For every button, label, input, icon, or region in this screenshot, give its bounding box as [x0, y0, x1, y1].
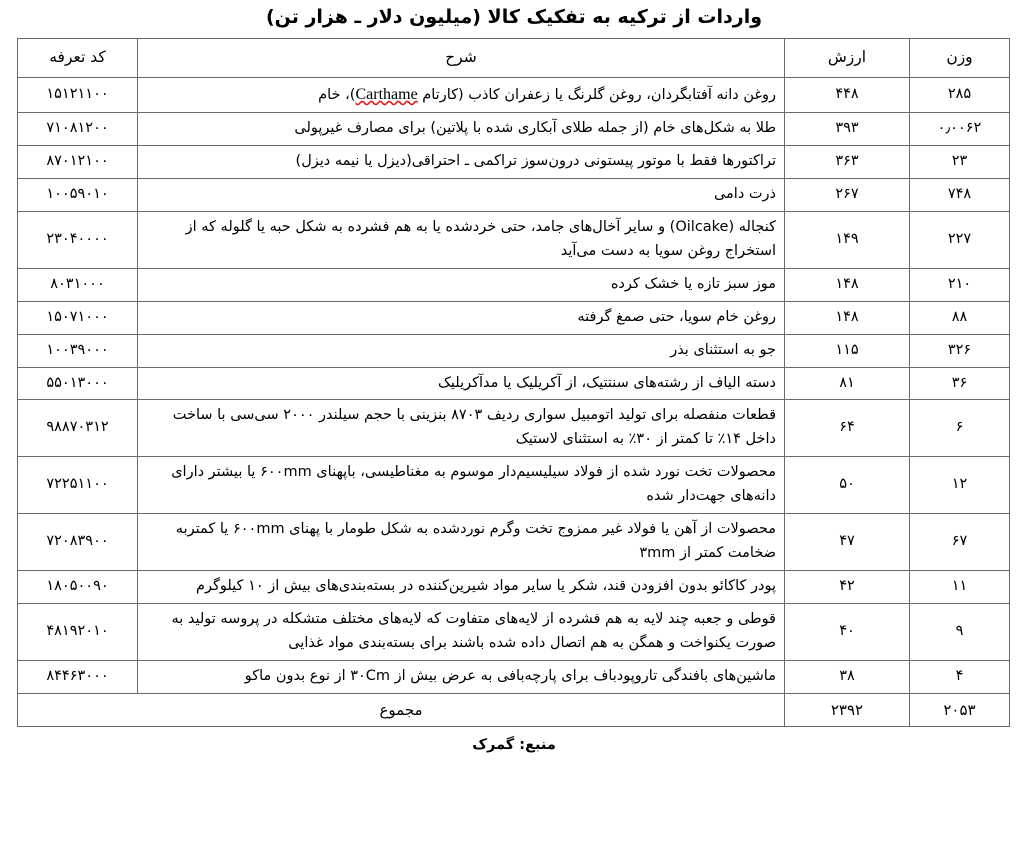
- cell-description: موز سبز تازه یا خشک کرده: [138, 268, 785, 301]
- cell-weight: ۰٫۰۰۶۲: [910, 113, 1010, 146]
- cell-description: جو به استثنای بذر: [138, 334, 785, 367]
- cell-description: محصولات تخت نورد شده از فولاد سیلیسیم‌دار موسوم به مغناطیسی، باپهنای ۶۰۰mm یا بیشتر دارای دانه‌های جهت‌دار شده: [138, 457, 785, 514]
- cell-weight: ۴: [910, 660, 1010, 693]
- cell-value: ۳۹۳: [785, 113, 910, 146]
- cell-value: ۴۷: [785, 514, 910, 571]
- cell-tariff-code: ۷۲۰۸۳۹۰۰: [18, 514, 138, 571]
- table-row: [18, 178, 1010, 211]
- cell-description: محصولات از آهن یا فولاد غیر ممزوج تخت وگرم نوردشده به شکل طومار با پهنای ۶۰۰mm یا کمتربه ضخامت کمتر از ۳mm: [138, 514, 785, 571]
- cell-value: ۴۴۸: [785, 77, 910, 112]
- page-title: واردات از ترکیه به تفکیک کالا (میلیون دلار ـ هزار تن): [265, 6, 763, 28]
- table-row: [18, 77, 1010, 112]
- cell-weight: ۶: [910, 400, 1010, 457]
- header-row: [18, 38, 1010, 77]
- cell-weight: ۱۱: [910, 570, 1010, 603]
- cell-weight: ۲۸۵: [910, 77, 1010, 112]
- cell-tariff-code: ۷۱۰۸۱۲۰۰: [18, 113, 138, 146]
- cell-weight: ۲۳: [910, 146, 1010, 179]
- cell-value: ۱۴۸: [785, 301, 910, 334]
- cell-weight: ۱۲: [910, 457, 1010, 514]
- cell-weight: ۸۸: [910, 301, 1010, 334]
- cell-tariff-code: ۸۴۴۶۳۰۰۰: [18, 660, 138, 693]
- cell-value: ۱۱۵: [785, 334, 910, 367]
- cell-value: ۶۴: [785, 400, 910, 457]
- table-body: [18, 77, 1010, 727]
- table-row: [18, 268, 1010, 301]
- cell-tariff-code: ۱۰۰۵۹۰۱۰: [18, 178, 138, 211]
- table-row: [18, 211, 1010, 268]
- cell-value: ۵۰: [785, 457, 910, 514]
- column-header-value: ارزش: [785, 38, 910, 77]
- cell-description: قوطی و جعبه چند لایه به هم فشرده از لایه‌های متفاوت که لایه‌های مختلف متشکله در پروسه تولید به صورت یکنواخت و همگن به هم اتصال داده شده باشند برای بسته‌بندی مواد غذایی: [138, 603, 785, 660]
- source-note: منبع: گمرک: [472, 737, 556, 754]
- cell-tariff-code: ۱۸۰۵۰۰۹۰: [18, 570, 138, 603]
- table-row: [18, 400, 1010, 457]
- table-row: [18, 367, 1010, 400]
- cell-tariff-code: ۸۷۰۱۲۱۰۰: [18, 146, 138, 179]
- cell-weight: ۹: [910, 603, 1010, 660]
- cell-value: ۳۶۳: [785, 146, 910, 179]
- cell-weight: ۶۷: [910, 514, 1010, 571]
- cell-value: ۴۲: [785, 570, 910, 603]
- cell-weight: ۳۶: [910, 367, 1010, 400]
- column-header-weight: وزن: [910, 38, 1010, 77]
- cell-description: [138, 77, 785, 112]
- total-value: ۲۳۹۲: [785, 693, 910, 727]
- cell-weight: ۲۱۰: [910, 268, 1010, 301]
- cell-description: طلا به شکل‌های خام (از جمله طلای آبکاری شده با پلاتین) برای مصارف غیرپولی: [138, 113, 785, 146]
- table-row: [18, 570, 1010, 603]
- total-label: مجموع: [18, 693, 785, 727]
- cell-tariff-code: ۱۵۰۷۱۰۰۰: [18, 301, 138, 334]
- cell-description: روغن خام سویا، حتی صمغ گرفته: [138, 301, 785, 334]
- cell-description: ماشین‌های بافندگی تاروپودباف برای پارچه‌بافی به عرض بیش از ۳۰Cm از نوع بدون ماکو: [138, 660, 785, 693]
- cell-value: ۱۴۸: [785, 268, 910, 301]
- table-total-row: [18, 693, 1010, 727]
- description-text-after: )، خام: [318, 86, 356, 103]
- table-row: [18, 113, 1010, 146]
- cell-tariff-code: ۵۵۰۱۳۰۰۰: [18, 367, 138, 400]
- cell-tariff-code: ۷۲۲۵۱۱۰۰: [18, 457, 138, 514]
- table-row: [18, 514, 1010, 571]
- cell-weight: ۷۴۸: [910, 178, 1010, 211]
- cell-description: ذرت دامی: [138, 178, 785, 211]
- table-row: [18, 457, 1010, 514]
- cell-weight: ۳۲۶: [910, 334, 1010, 367]
- cell-tariff-code: ۱۵۱۲۱۱۰۰: [18, 77, 138, 112]
- cell-description: کنجاله (Oilcake) و سایر آخال‌های جامد، حتی خردشده یا به هم فشرده به شکل حبه یا گلوله که از استخراج روغن سویا به دست می‌آید: [138, 211, 785, 268]
- cell-description: پودر کاکائو بدون افزودن قند، شکر یا سایر مواد شیرین‌کننده در بسته‌بندی‌های بیش از ۱۰ کیلوگرم: [138, 570, 785, 603]
- table-row: [18, 603, 1010, 660]
- table-row: [18, 301, 1010, 334]
- table-container: [0, 38, 1028, 728]
- cell-value: ۳۸: [785, 660, 910, 693]
- cell-value: ۴۰: [785, 603, 910, 660]
- description-text-before: روغن دانه آفتابگردان، روغن گلرنگ یا زعفران کاذب (کارتام: [417, 86, 776, 103]
- cell-value: ۲۶۷: [785, 178, 910, 211]
- cell-description: تراکتورها فقط با موتور پیستونی درون‌سوز تراکمی ـ احتراقی(دیزل یا نیمه دیزل): [138, 146, 785, 179]
- cell-tariff-code: ۸۰۳۱۰۰۰: [18, 268, 138, 301]
- cell-tariff-code: ۲۳۰۴۰۰۰۰: [18, 211, 138, 268]
- column-header-description: شرح: [138, 38, 785, 77]
- table-header: [18, 38, 1010, 77]
- cell-description: دسته الیاف از رشته‌های سنتتیک، از آکریلیک یا مدآکریلیک: [138, 367, 785, 400]
- total-weight: ۲۰۵۳: [910, 693, 1010, 727]
- imports-table: [17, 38, 1010, 728]
- cell-tariff-code: ۹۸۸۷۰۳۱۲: [18, 400, 138, 457]
- cell-tariff-code: ۱۰۰۳۹۰۰۰: [18, 334, 138, 367]
- cell-value: ۱۴۹: [785, 211, 910, 268]
- cell-weight: ۲۲۷: [910, 211, 1010, 268]
- table-row: [18, 146, 1010, 179]
- column-header-code: کد تعرفه: [18, 38, 138, 77]
- cell-value: ۸۱: [785, 367, 910, 400]
- spellcheck-flagged-word: Carthame: [355, 85, 418, 103]
- table-row: [18, 660, 1010, 693]
- table-row: [18, 334, 1010, 367]
- cell-description: قطعات منفصله برای تولید اتومبیل سواری ردیف ۸۷۰۳ بنزینی با حجم سیلندر ۲۰۰۰ سی‌سی با ساخت داخل ۱۴٪ تا کمتر از ۳۰٪ به استثنای لاستیک: [138, 400, 785, 457]
- cell-tariff-code: ۴۸۱۹۲۰۱۰: [18, 603, 138, 660]
